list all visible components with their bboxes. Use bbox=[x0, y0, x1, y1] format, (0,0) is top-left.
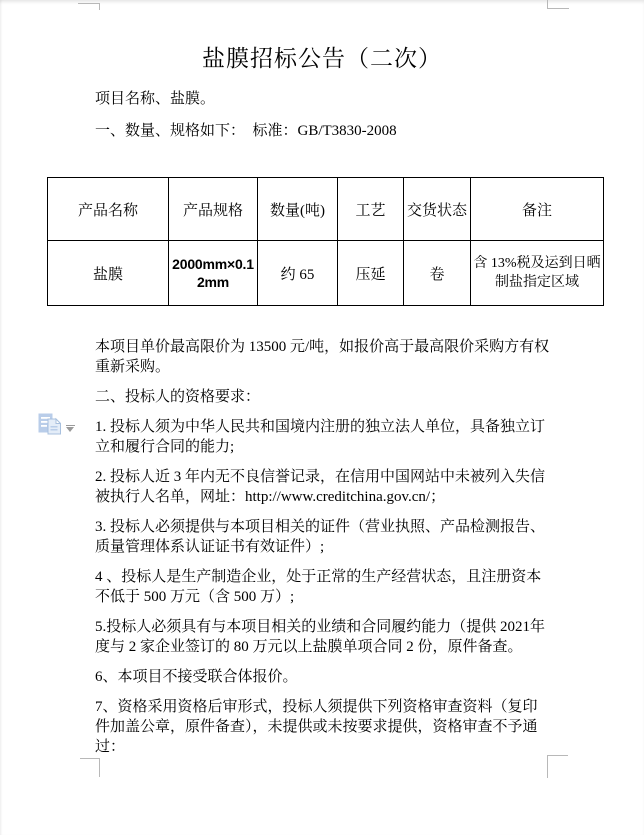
text-boundary-mark-top-right bbox=[547, 0, 569, 9]
header-cell-quantity: 数量(吨) bbox=[258, 178, 338, 241]
header-cell-process: 工艺 bbox=[338, 178, 404, 241]
text-boundary-mark-top-left bbox=[78, 3, 100, 10]
cell-delivery-state: 卷 bbox=[404, 241, 471, 306]
paragraph-requirement-2: 2. 投标人近 3 年内无不良信誉记录，在信用中国网站中未被列入失信被执行人名单，网址：http://www.creditchina.gov.cn/； bbox=[95, 469, 546, 505]
text-boundary-mark-bottom-right bbox=[547, 755, 568, 778]
paragraph-requirement-3: 3. 投标人必须提供与本项目相关的证件（营业执照、产品检测报告、质量管理体系认证证书有效证件）; bbox=[95, 519, 546, 555]
paste-icon bbox=[38, 412, 61, 441]
section-heading-bidder-requirements: 二、投标人的资格要求： bbox=[95, 389, 261, 405]
header-cell-product-spec: 产品规格 bbox=[169, 178, 258, 241]
cell-quantity: 约 65 bbox=[258, 241, 338, 306]
header-cell-delivery-state: 交货状态 bbox=[404, 178, 471, 241]
paragraph-requirement-4: 4 、投标人是生产制造企业，处于正常的生产经营状态，且注册资本不低于 500 万元（含 500 万）; bbox=[95, 569, 542, 605]
product-table bbox=[47, 177, 604, 306]
cell-process: 压延 bbox=[338, 241, 404, 306]
cell-remark: 含 13%税及运到日晒制盐指定区域 bbox=[471, 241, 604, 306]
paragraph-requirement-1: 1. 投标人须为中华人民共和国境内注册的独立法人单位，具备独立订立和履行合同的能力; bbox=[95, 419, 546, 455]
paragraph-requirement-7: 7、资格采用资格后审形式，投标人须提供下列资格审查资料（复印件加盖公章，原件备查），未提供或未按要求提供，资格审查不予通过： bbox=[95, 699, 538, 755]
table-header-row bbox=[48, 178, 604, 241]
header-cell-product-name: 产品名称 bbox=[48, 178, 169, 241]
cell-product-spec: 2000mm×0.12mm bbox=[169, 241, 258, 306]
paragraph-requirement-5: 5.投标人必须具有与本项目相关的业绩和合同履约能力（提供 2021年度与 2 家企业签订的 80 万元以上盐膜单项合同 2 份，原件备查。 bbox=[95, 619, 546, 655]
dropdown-arrow-icon[interactable] bbox=[66, 425, 75, 432]
header-cell-remark: 备注 bbox=[471, 178, 604, 241]
paste-options-button[interactable] bbox=[38, 412, 75, 441]
cell-product-name: 盐膜 bbox=[48, 241, 169, 306]
text-boundary-mark-bottom-left bbox=[80, 758, 100, 777]
paragraph-price-limit: 本项目单价最高限价为 13500 元/吨，如报价高于最高限价采购方有权重新采购。 bbox=[95, 339, 550, 375]
paragraph-project-name: 项目名称、盐膜。 bbox=[95, 91, 216, 107]
page-title: 盐膜招标公告（二次） bbox=[202, 46, 442, 71]
paragraph-requirement-6: 6、本项目不接受联合体报价。 bbox=[95, 669, 298, 685]
paragraph-spec-standard: 一、数量、规格如下： 标准：GB/T3830-2008 bbox=[95, 123, 397, 139]
table-data-row bbox=[48, 241, 604, 306]
